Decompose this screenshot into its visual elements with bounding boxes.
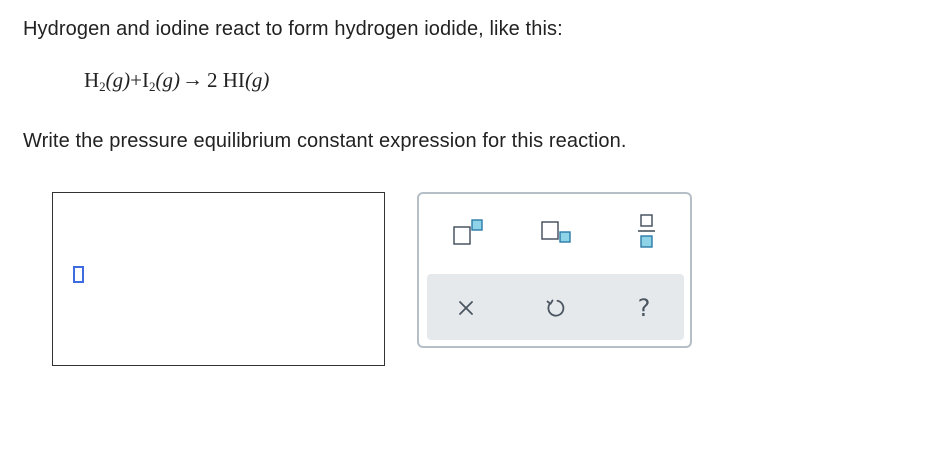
input-cursor-placeholder[interactable]: [73, 266, 84, 283]
close-icon: [458, 300, 474, 316]
undo-icon: [544, 297, 566, 319]
product-symbol: HI: [222, 68, 245, 92]
answer-input-area[interactable]: [52, 192, 385, 366]
problem-intro-text: Hydrogen and iodine react to form hydrogen iodide, like this:: [23, 18, 563, 40]
reactant-hydrogen-symbol: H: [84, 68, 100, 92]
reaction-arrow: →: [182, 67, 204, 91]
superscript-template-icon: [447, 215, 487, 249]
product-hydrogen-iodide: [205, 68, 269, 92]
help-button[interactable]: [619, 288, 669, 328]
reactant-iodine-phase: (g): [155, 68, 181, 92]
math-tool-palette: [417, 192, 692, 348]
superscript-template-button[interactable]: [442, 212, 492, 252]
chemical-equation: [84, 68, 269, 93]
help-icon: ?: [637, 294, 651, 322]
action-bar: [427, 274, 684, 340]
undo-button[interactable]: [530, 288, 580, 328]
product-phase: (g): [244, 68, 270, 92]
subscript-template-button[interactable]: [530, 212, 580, 252]
product-coefficient: 2: [207, 68, 218, 92]
reactant-hydrogen: [84, 68, 130, 92]
fraction-template-icon: [626, 212, 666, 252]
fraction-template-button[interactable]: [621, 212, 671, 252]
reactant-hydrogen-subscript: 2: [99, 79, 106, 94]
reactant-iodine: [142, 68, 180, 92]
reactant-iodine-symbol: I: [142, 68, 150, 92]
subscript-template-icon: [535, 215, 575, 249]
clear-button[interactable]: [441, 288, 491, 328]
plus-sign: +: [130, 68, 143, 92]
reactant-iodine-subscript: 2: [149, 79, 156, 94]
reactant-hydrogen-phase: (g): [105, 68, 131, 92]
question-text: Write the pressure equilibrium constant expression for this reaction.: [23, 130, 627, 152]
